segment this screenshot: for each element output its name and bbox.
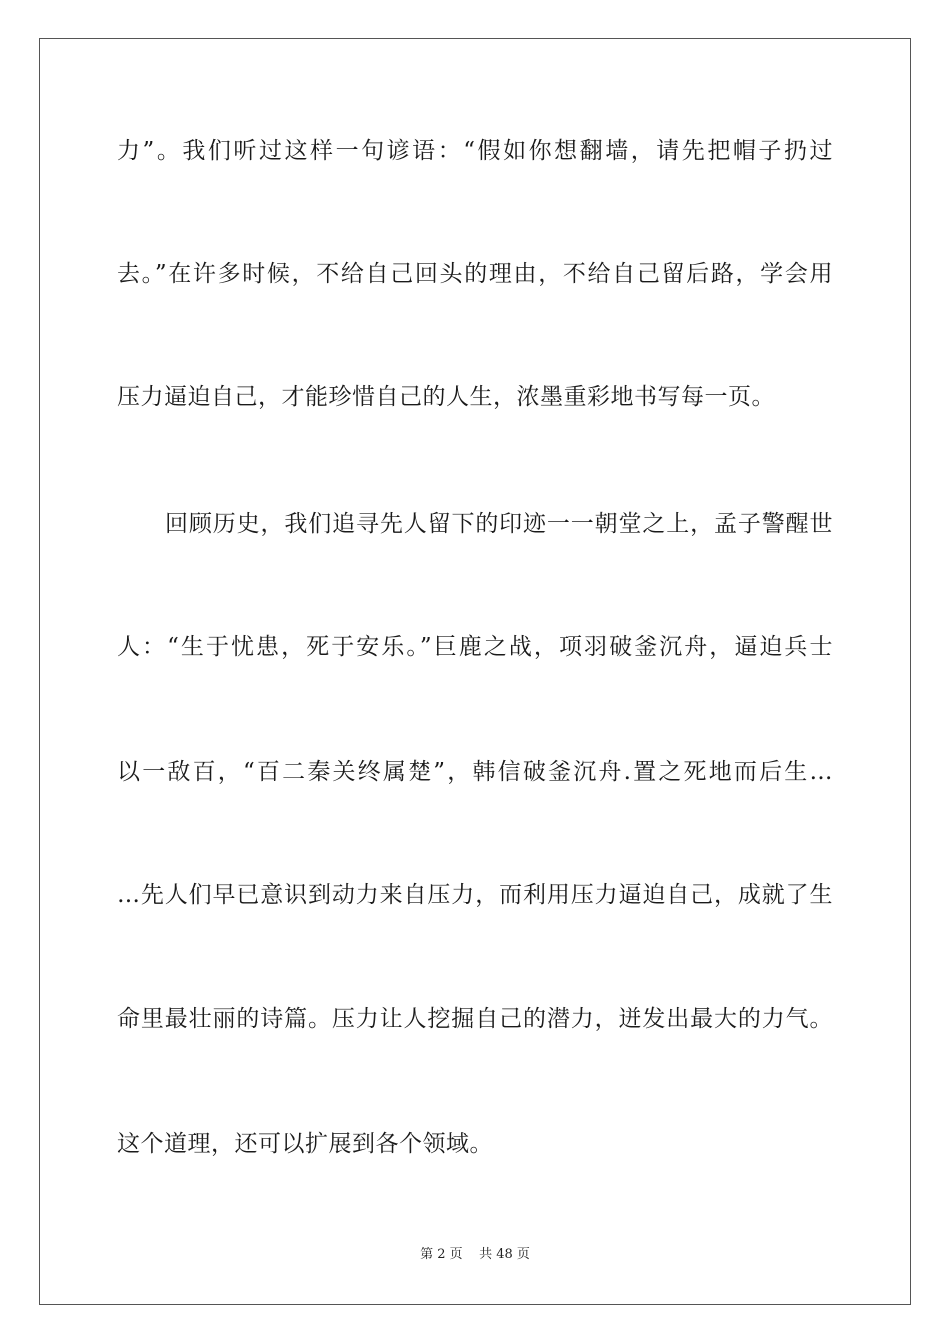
paragraph-line: 命里最壮丽的诗篇。压力让人挖掘自己的潜力，迸发出最大的力气。 [117,1006,833,1032]
paragraph-line: 人：“生于忧患，死于安乐。”巨鹿之战，项羽破釜沉舟，逼迫兵士 [117,634,833,660]
paragraph-line: 以一敌百，“百二秦关终属楚”，韩信破釜沉舟.置之死地而后生… [117,759,833,785]
paragraph-line: 力”。我们听过这样一句谚语：“假如你想翻墙，请先把帽子扔过 [117,138,833,164]
page-border [39,38,911,1305]
paragraph-line: 压力逼迫自己，才能珍惜自己的人生，浓墨重彩地书写每一页。 [117,384,775,410]
paragraph-line: …先人们早已意识到动力来自压力，而利用压力逼迫自己，成就了生 [117,882,833,908]
paragraph-line: 回顾历史，我们追寻先人留下的印迹一一朝堂之上，孟子警醒世 [165,511,833,537]
paragraph-line: 去。”在许多时候，不给自己回头的理由，不给自己留后路，学会用 [117,261,833,287]
paragraph-line: 这个道理，还可以扩展到各个领域。 [117,1131,493,1157]
page-number: 第 2 页 共 48 页 [420,1247,530,1262]
